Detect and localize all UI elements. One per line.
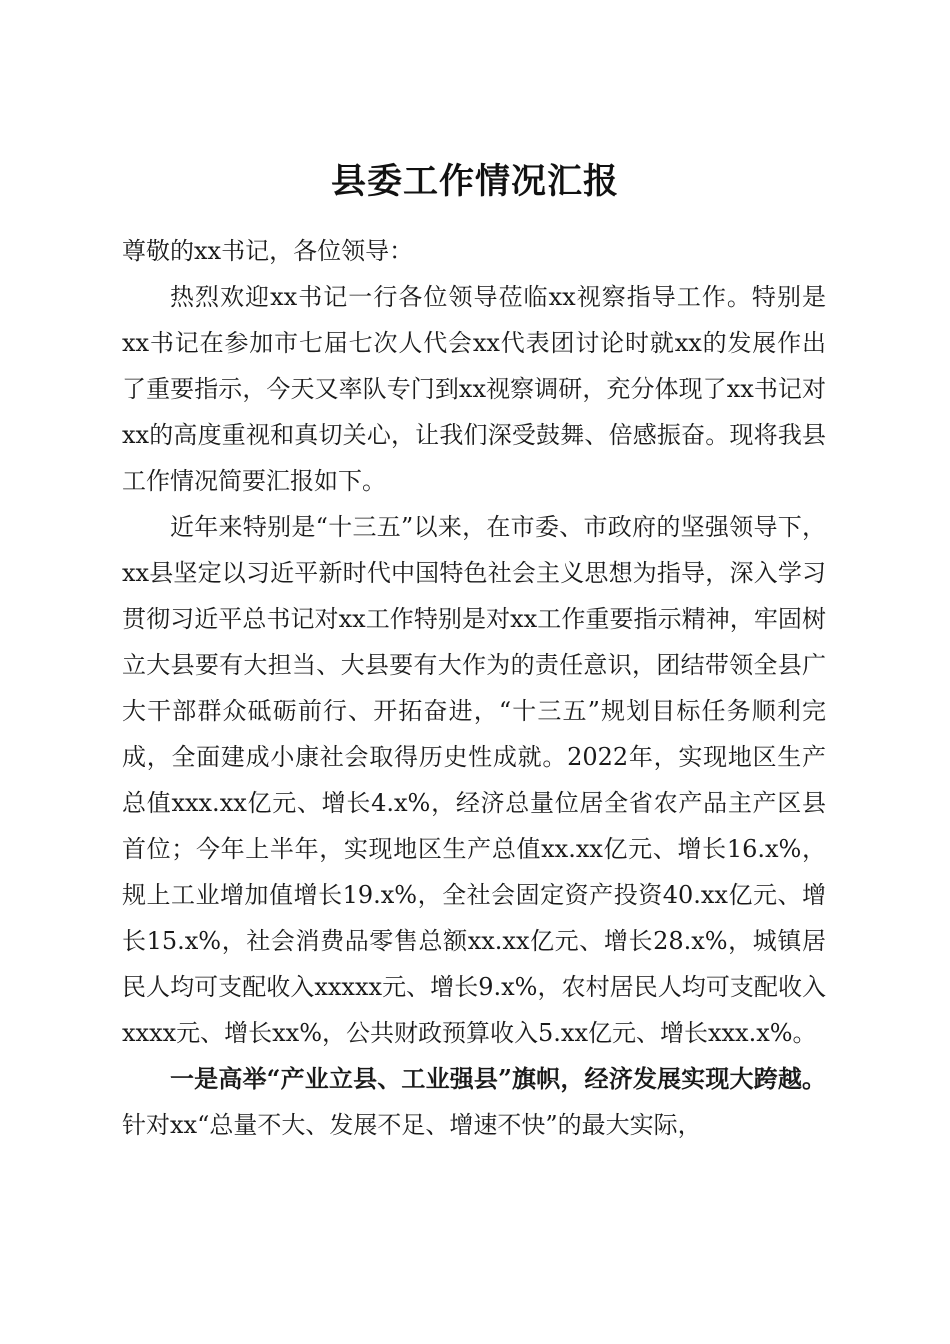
section-one-text: 针对xx“总量不大、发展不足、增速不快”的最大实际， (122, 1111, 702, 1139)
paragraph-overview: 近年来特别是“十三五”以来，在市委、市政府的坚强领导下，xx县坚定以习近平新时代中国特色社会主义思想为指导，深入学习贯彻习近平总书记对xx工作特别是对xx工作重要指示精神，牢固树立大县要有大担当、大县要有大作为的责任意识，团结带领全县广大干部群众砥砺前行、开拓奋进，“十三五”规划目标任务顺利完成，全面建成小康社会取得历史性成就。2022年，实现地区生产总值xxx.xx亿元、增长4.x%，经济总量位居全省农产品主产区县首位；今年上半年，实现地区生产总值xx.xx亿元、增长16.x%，规上工业增加值增长19.x%，全社会固定资产投资40.xx亿元、增长15.x%，社会消费品零售总额xx.xx亿元、增长28.x%，城镇居民人均可支配收入xxxxx元、增长9.x%，农村居民人均可支配收入xxxx元、增长xx%，公共财政预算收入5.xx亿元、增长xxx.x%。 (122, 513, 826, 1047)
salutation: 尊敬的xx书记，各位领导： (122, 237, 414, 265)
document-body (122, 228, 826, 1148)
paragraph-section-one (122, 1056, 826, 1148)
paragraph-welcome: 热烈欢迎xx书记一行各位领导莅临xx视察指导工作。特别是xx书记在参加市七届七次人代会xx代表团讨论时就xx的发展作出了重要指示，今天又率队专门到xx视察调研，充分体现了xx书记对xx的高度重视和真切关心，让我们深受鼓舞、倍感振奋。现将我县工作情况简要汇报如下。 (122, 283, 826, 495)
section-one-heading: 一是高举“产业立县、工业强县”旗帜，经济发展实现大跨越。 (170, 1064, 826, 1093)
document-title: 县委工作情况汇报 (330, 161, 619, 203)
